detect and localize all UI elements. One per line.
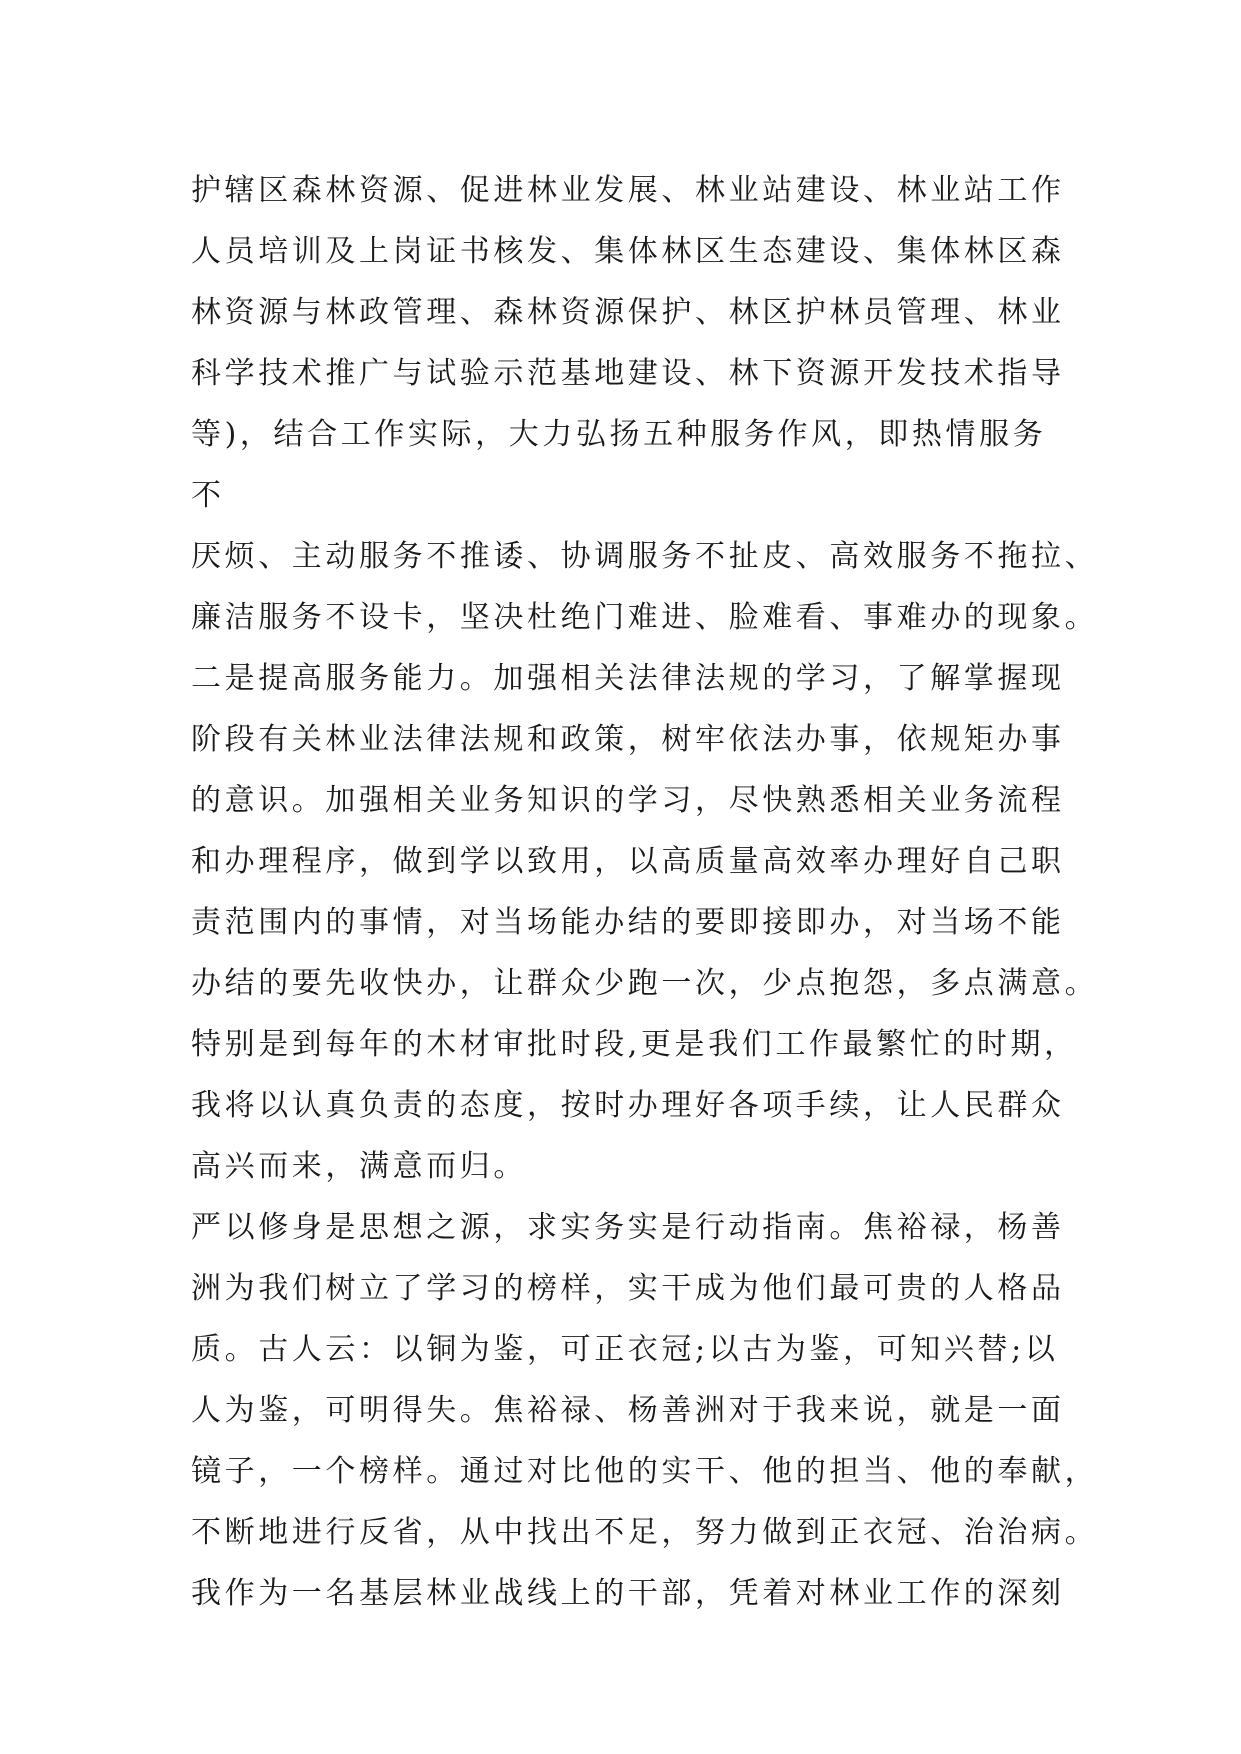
- text-line: 办结的要先收快办，让群众少跑一次，少点抱怨，多点满意。: [191, 966, 1099, 1001]
- text-line: 二是提高服务能力。加强相关法律法规的学习，了解掌握现: [191, 661, 1065, 696]
- text-line: 镜子，一个榜样。通过对比他的实干、他的担当、他的奉献，: [191, 1454, 1099, 1489]
- text-line: 人员培训及上岗证书核发、集体林区生态建设、集体林区森: [191, 234, 1065, 269]
- text-line: 我将以认真负责的态度，按时办理好各项手续，让人民群众: [191, 1088, 1065, 1123]
- text-line: 厌烦、主动服务不推诿、协调服务不扯皮、高效服务不拖拉、: [191, 539, 1099, 574]
- text-line: 责范围内的事情，对当场能办结的要即接即办，对当场不能: [191, 905, 1065, 940]
- text-line: 人为鉴，可明得失。焦裕禄、杨善洲对于我来说，就是一面: [191, 1393, 1065, 1428]
- text-line: 我作为一名基层林业战线上的干部，凭着对林业工作的深刻: [191, 1576, 1065, 1611]
- text-line: 林资源与林政管理、森林资源保护、林区护林员管理、林业: [191, 295, 1065, 330]
- text-line: 护辖区森林资源、促进林业发展、林业站建设、林业站工作: [191, 173, 1065, 208]
- text-line: 的意识。加强相关业务知识的学习，尽快熟悉相关业务流程: [191, 783, 1065, 818]
- text-line: 不断地进行反省，从中找出不足，努力做到正衣冠、治治病。: [191, 1515, 1099, 1550]
- text-line: 洲为我们树立了学习的榜样，实干成为他们最可贵的人格品: [191, 1271, 1065, 1306]
- body-text: [191, 160, 1099, 1624]
- text-line: 严以修身是思想之源，求实务实是行动指南。焦裕禄，杨善: [191, 1210, 1065, 1245]
- text-line: 廉洁服务不设卡，坚决杜绝门难进、脸难看、事难办的现象。: [191, 600, 1099, 635]
- text-line: 不: [191, 478, 225, 513]
- text-line: 高兴而来，满意而归。: [191, 1149, 527, 1184]
- text-line: 等)，结合工作实际，大力弘扬五种服务作风，即热情服务: [191, 417, 1047, 452]
- text-line: 和办理程序，做到学以致用，以高质量高效率办理好自己职: [191, 844, 1065, 879]
- text-line: 阶段有关林业法律法规和政策，树牢依法办事，依规矩办事: [191, 722, 1065, 757]
- text-line: 质。古人云：以铜为鉴，可正衣冠;以古为鉴，可知兴替;以: [191, 1332, 1059, 1367]
- text-line: 科学技术推广与试验示范基地建设、林下资源开发技术指导: [191, 356, 1065, 391]
- text-line: 特别是到每年的木材审批时段,更是我们工作最繁忙的时期，: [191, 1027, 1078, 1062]
